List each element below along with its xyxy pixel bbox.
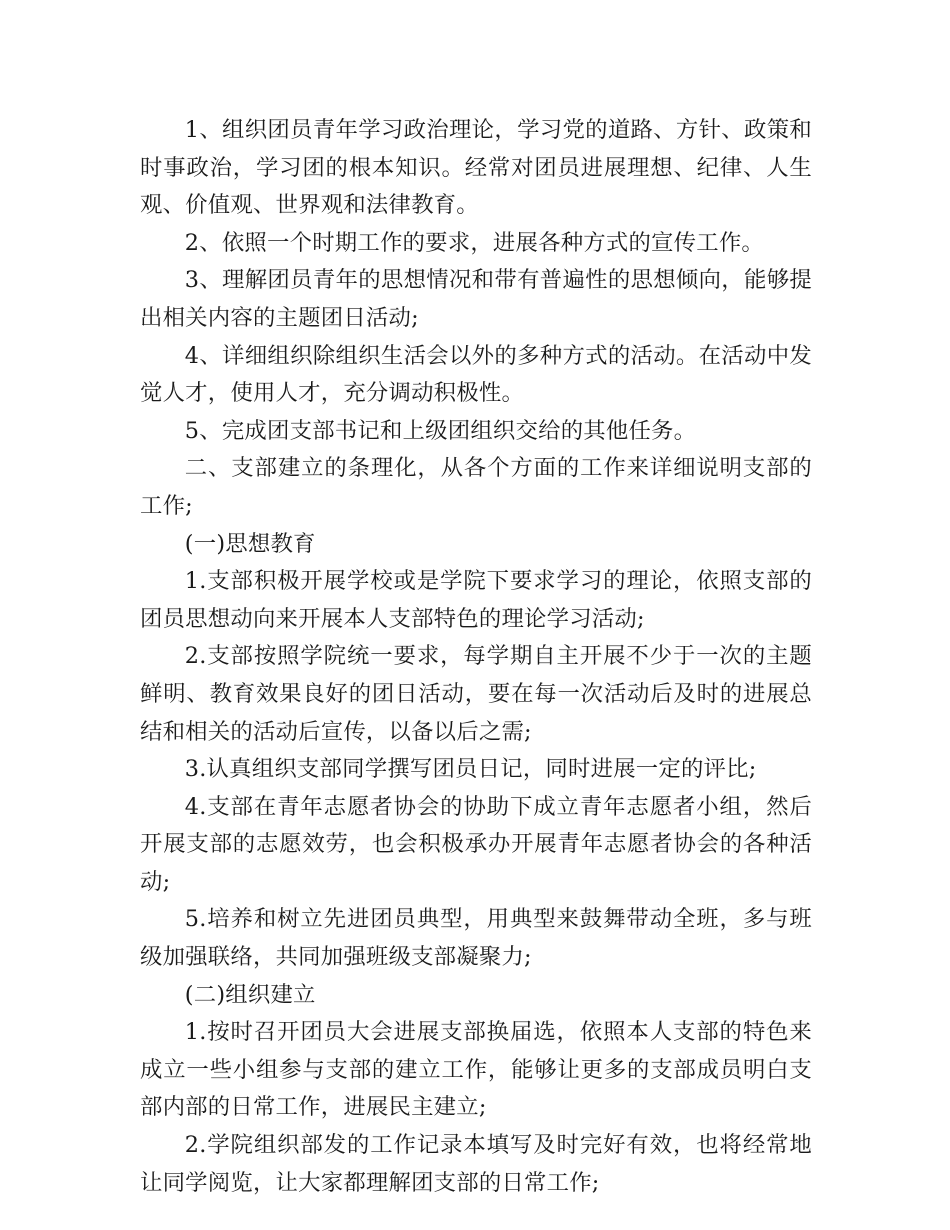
paragraph-duty-4: 4、详细组织除组织生活会以外的多种方式的活动。在活动中发觉人才，使用人才，充分调动积极性。 bbox=[140, 342, 812, 407]
subsection-heading-organization: (二)组织建立 bbox=[184, 981, 316, 1008]
paragraph-organization-2: 2.学院组织部发的工作记录本填写及时完好有效，也将经常地让同学阅览，让大家都理解团支部的日常工作; bbox=[140, 1132, 812, 1196]
section-heading-two: 二、支部建立的条理化，从各个方面的工作来详细说明支部的工作; bbox=[140, 455, 812, 519]
paragraph-organization-1: 1.按时召开团员大会进展支部换届选，依照本人支部的特色来成立一些小组参与支部的建立工作，能够让更多的支部成员明白支部内部的日常工作，进展民主建立; bbox=[140, 1019, 812, 1121]
subsection-heading-ideology: (一)思想教育 bbox=[184, 530, 316, 557]
paragraph-ideology-5: 5.培养和树立先进团员典型，用典型来鼓舞带动全班，多与班级加强联络，共同加强班级支部凝聚力; bbox=[140, 906, 812, 971]
paragraph-ideology-2: 2.支部按照学院统一要求，每学期自主开展不少于一次的主题鲜明、教育效果良好的团日活动，要在每一次活动后及时的进展总结和相关的活动后宣传，以备以后之需; bbox=[140, 643, 812, 745]
paragraph-ideology-4: 4.支部在青年志愿者协会的协助下成立青年志愿者小组，然后开展支部的志愿效劳，也会积极承办开展青年志愿者协会的各种活动; bbox=[140, 793, 812, 895]
paragraph-duty-2: 2、依照一个时期工作的要求，进展各种方式的宣传工作。 bbox=[184, 229, 765, 256]
paragraph-ideology-1: 1.支部积极开展学校或是学院下要求学习的理论，依照支部的团员思想动向来开展本人支部特色的理论学习活动; bbox=[140, 568, 812, 632]
document-body bbox=[140, 112, 812, 1202]
paragraph-duty-3: 3、理解团员青年的思想情况和带有普遍性的思想倾向，能够提出相关内容的主题团日活动; bbox=[140, 267, 812, 331]
paragraph-ideology-3: 3.认真组织支部同学撰写团员日记，同时进展一定的评比; bbox=[184, 756, 757, 783]
paragraph-duty-1: 1、组织团员青年学习政治理论，学习党的道路、方针、政策和时事政治，学习团的根本知识。经常对团员进展理想、纪律、人生观、价值观、世界观和法律教育。 bbox=[140, 117, 812, 219]
paragraph-duty-5: 5、完成团支部书记和上级团组织交给的其他任务。 bbox=[184, 417, 697, 444]
